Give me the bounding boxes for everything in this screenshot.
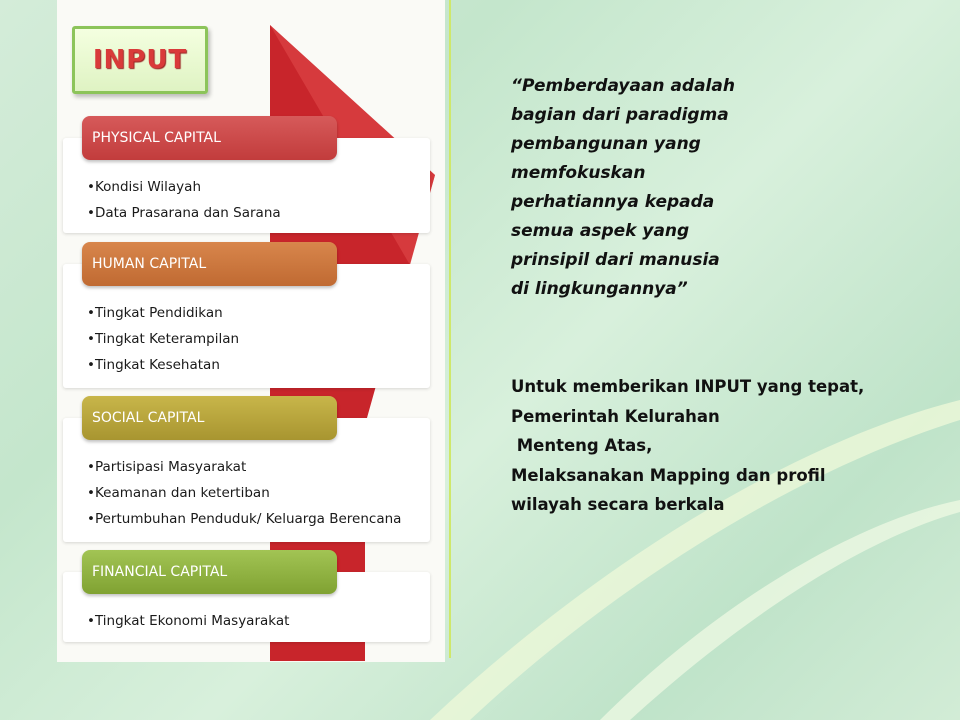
note-line: Melaksanakan Mapping dan profil [511,465,826,485]
quote-line: semua aspek yang [511,221,690,241]
note-line: Menteng Atas, [511,436,653,455]
note-text [511,372,921,520]
section-header-label: PHYSICAL CAPITAL [92,130,221,146]
section-header-label: HUMAN CAPITAL [92,256,207,272]
quote-line: perhatiannya kepada [511,192,715,212]
input-title: INPUT [92,45,188,75]
list-item: •Partisipasi Masyarakat [87,459,247,475]
section-header-label: FINANCIAL CAPITAL [92,564,228,580]
note-line: Untuk memberikan INPUT yang tepat, [511,377,865,396]
list-item: •Tingkat Keterampilan [87,331,240,347]
physical-capital-header [82,116,337,160]
human-capital-header [82,242,337,286]
quote-line: bagian dari paradigma [511,105,729,125]
input-title-box [72,26,208,94]
section-header-label: SOCIAL CAPITAL [92,410,205,426]
list-item: •Pertumbuhan Penduduk/ Keluarga Berencana [87,511,402,527]
list-item: •Data Prasarana dan Sarana [87,205,281,221]
quote-line: di lingkungannya” [511,279,688,299]
note-line: Pemerintah Kelurahan [511,406,720,426]
quote-line: memfokuskan [511,163,646,183]
quote-text [511,72,841,304]
note-line: wilayah secara berkala [511,495,725,514]
quote-line: pembangunan yang [511,134,701,154]
list-item: •Tingkat Pendidikan [87,305,223,321]
list-item: •Kondisi Wilayah [87,179,201,195]
quote-line: prinsipil dari manusia [511,250,720,270]
list-item: •Tingkat Kesehatan [87,357,220,373]
quote-line: “Pemberdayaan adalah [511,76,735,96]
social-capital-header [82,396,337,440]
financial-capital-header [82,550,337,594]
list-item: •Tingkat Ekonomi Masyarakat [87,613,290,629]
list-item: •Keamanan dan ketertiban [87,485,270,501]
vertical-divider [449,0,451,658]
